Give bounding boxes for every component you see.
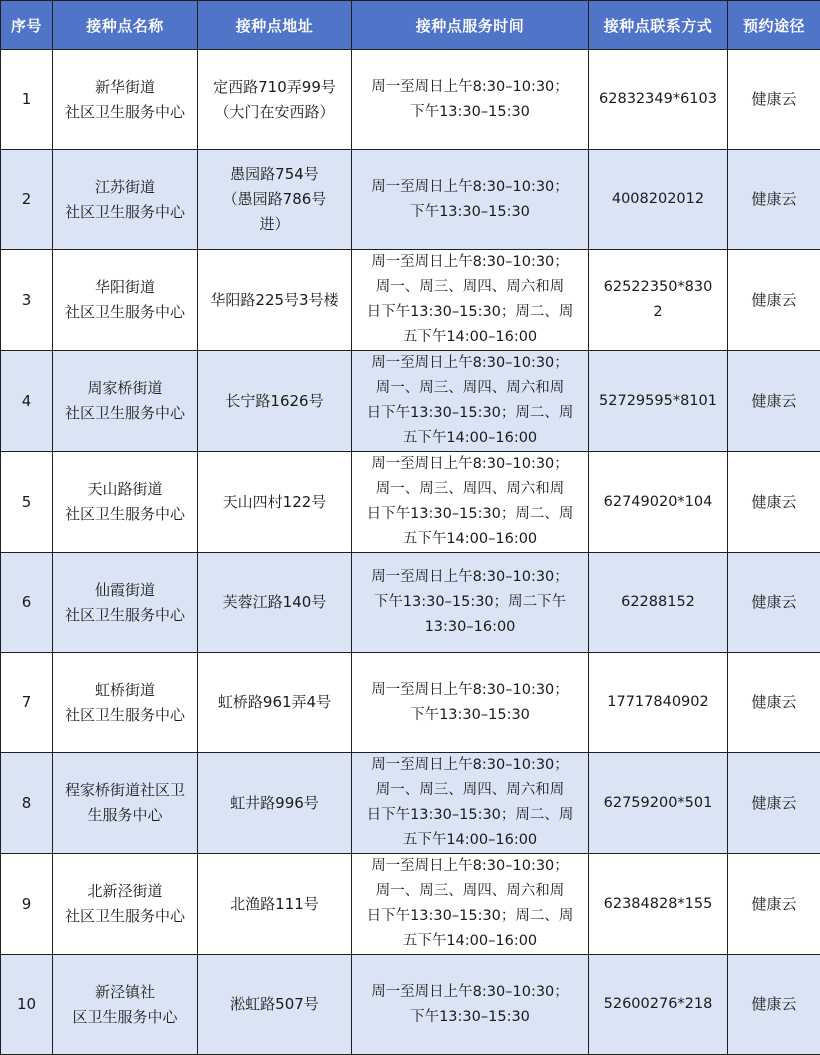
cell-phone: 52600276*218 <box>589 955 728 1055</box>
table-row <box>1 452 820 553</box>
cell-no: 3 <box>1 250 53 351</box>
cell-address: 淞虹路507号 <box>198 955 352 1055</box>
cell-no: 9 <box>1 854 53 955</box>
cell-no: 5 <box>1 452 53 553</box>
cell-no: 10 <box>1 955 53 1055</box>
cell-service-hours: 周一至周日上午8:30–10:30； 周一、周三、周四、周六和周 日下午13:30–15:30；周二、周 五下午14:00–16:00 <box>352 452 589 553</box>
cell-site-name: 新华街道 社区卫生服务中心 <box>53 50 198 150</box>
cell-site-name: 仙霞街道 社区卫生服务中心 <box>53 553 198 653</box>
cell-address: 北渔路111号 <box>198 854 352 955</box>
table-row <box>1 250 820 351</box>
cell-phone: 62522350*830 2 <box>589 250 728 351</box>
cell-service-hours: 周一至周日上午8:30–10:30； 下午13:30–15:30；周二下午 13:30–16:00 <box>352 553 589 653</box>
cell-booking-channel: 健康云 <box>728 452 820 553</box>
header-phone: 接种点联系方式 <box>589 1 728 50</box>
table-row <box>1 351 820 452</box>
header-name: 接种点名称 <box>53 1 198 50</box>
cell-service-hours: 周一至周日上午8:30–10:30； 下午13:30–15:30 <box>352 150 589 250</box>
cell-booking-channel: 健康云 <box>728 753 820 854</box>
header-booking: 预约途径 <box>728 1 820 50</box>
cell-address: 芙蓉江路140号 <box>198 553 352 653</box>
cell-booking-channel: 健康云 <box>728 854 820 955</box>
cell-no: 7 <box>1 653 53 753</box>
cell-booking-channel: 健康云 <box>728 955 820 1055</box>
cell-address: 天山四村122号 <box>198 452 352 553</box>
table-body <box>1 50 820 1055</box>
cell-address: 愚园路754号 （愚园路786号 进） <box>198 150 352 250</box>
cell-phone: 62384828*155 <box>589 854 728 955</box>
cell-no: 4 <box>1 351 53 452</box>
cell-site-name: 新泾镇社 区卫生服务中心 <box>53 955 198 1055</box>
header-no: 序号 <box>1 1 53 50</box>
cell-no: 8 <box>1 753 53 854</box>
table-row <box>1 50 820 150</box>
cell-service-hours: 周一至周日上午8:30–10:30； 周一、周三、周四、周六和周 日下午13:30–15:30；周二、周 五下午14:00–16:00 <box>352 854 589 955</box>
table-row <box>1 150 820 250</box>
table-row <box>1 854 820 955</box>
cell-site-name: 江苏街道 社区卫生服务中心 <box>53 150 198 250</box>
header-address: 接种点地址 <box>198 1 352 50</box>
cell-phone: 17717840902 <box>589 653 728 753</box>
cell-phone: 62288152 <box>589 553 728 653</box>
cell-no: 1 <box>1 50 53 150</box>
cell-site-name: 北新泾街道 社区卫生服务中心 <box>53 854 198 955</box>
cell-booking-channel: 健康云 <box>728 653 820 753</box>
cell-phone: 62759200*501 <box>589 753 728 854</box>
cell-service-hours: 周一至周日上午8:30–10:30； 下午13:30–15:30 <box>352 955 589 1055</box>
cell-address: 虹桥路961弄4号 <box>198 653 352 753</box>
cell-no: 6 <box>1 553 53 653</box>
cell-phone: 62832349*6103 <box>589 50 728 150</box>
cell-booking-channel: 健康云 <box>728 150 820 250</box>
cell-site-name: 虹桥街道 社区卫生服务中心 <box>53 653 198 753</box>
cell-service-hours: 周一至周日上午8:30–10:30； 周一、周三、周四、周六和周 日下午13:30–15:30；周二、周 五下午14:00–16:00 <box>352 250 589 351</box>
cell-address: 虹井路996号 <box>198 753 352 854</box>
cell-booking-channel: 健康云 <box>728 351 820 452</box>
table-header <box>1 1 820 50</box>
cell-phone: 62749020*104 <box>589 452 728 553</box>
cell-site-name: 天山路街道 社区卫生服务中心 <box>53 452 198 553</box>
cell-site-name: 程家桥街道社区卫 生服务中心 <box>53 753 198 854</box>
cell-no: 2 <box>1 150 53 250</box>
cell-site-name: 华阳街道 社区卫生服务中心 <box>53 250 198 351</box>
header-hours: 接种点服务时间 <box>352 1 589 50</box>
cell-service-hours: 周一至周日上午8:30–10:30； 周一、周三、周四、周六和周 日下午13:30–15:30；周二、周 五下午14:00–16:00 <box>352 351 589 452</box>
cell-booking-channel: 健康云 <box>728 50 820 150</box>
table-row <box>1 955 820 1055</box>
cell-address: 长宁路1626号 <box>198 351 352 452</box>
cell-site-name: 周家桥街道 社区卫生服务中心 <box>53 351 198 452</box>
table-row <box>1 653 820 753</box>
cell-address: 华阳路225号3号楼 <box>198 250 352 351</box>
cell-address: 定西路710弄99号 （大门在安西路） <box>198 50 352 150</box>
cell-phone: 4008202012 <box>589 150 728 250</box>
cell-service-hours: 周一至周日上午8:30–10:30； 下午13:30–15:30 <box>352 50 589 150</box>
cell-service-hours: 周一至周日上午8:30–10:30； 下午13:30–15:30 <box>352 653 589 753</box>
cell-service-hours: 周一至周日上午8:30–10:30； 周一、周三、周四、周六和周 日下午13:30–15:30；周二、周 五下午14:00–16:00 <box>352 753 589 854</box>
cell-booking-channel: 健康云 <box>728 250 820 351</box>
table-row <box>1 753 820 854</box>
table-row <box>1 553 820 653</box>
cell-phone: 52729595*8101 <box>589 351 728 452</box>
header-row <box>1 1 820 50</box>
cell-booking-channel: 健康云 <box>728 553 820 653</box>
